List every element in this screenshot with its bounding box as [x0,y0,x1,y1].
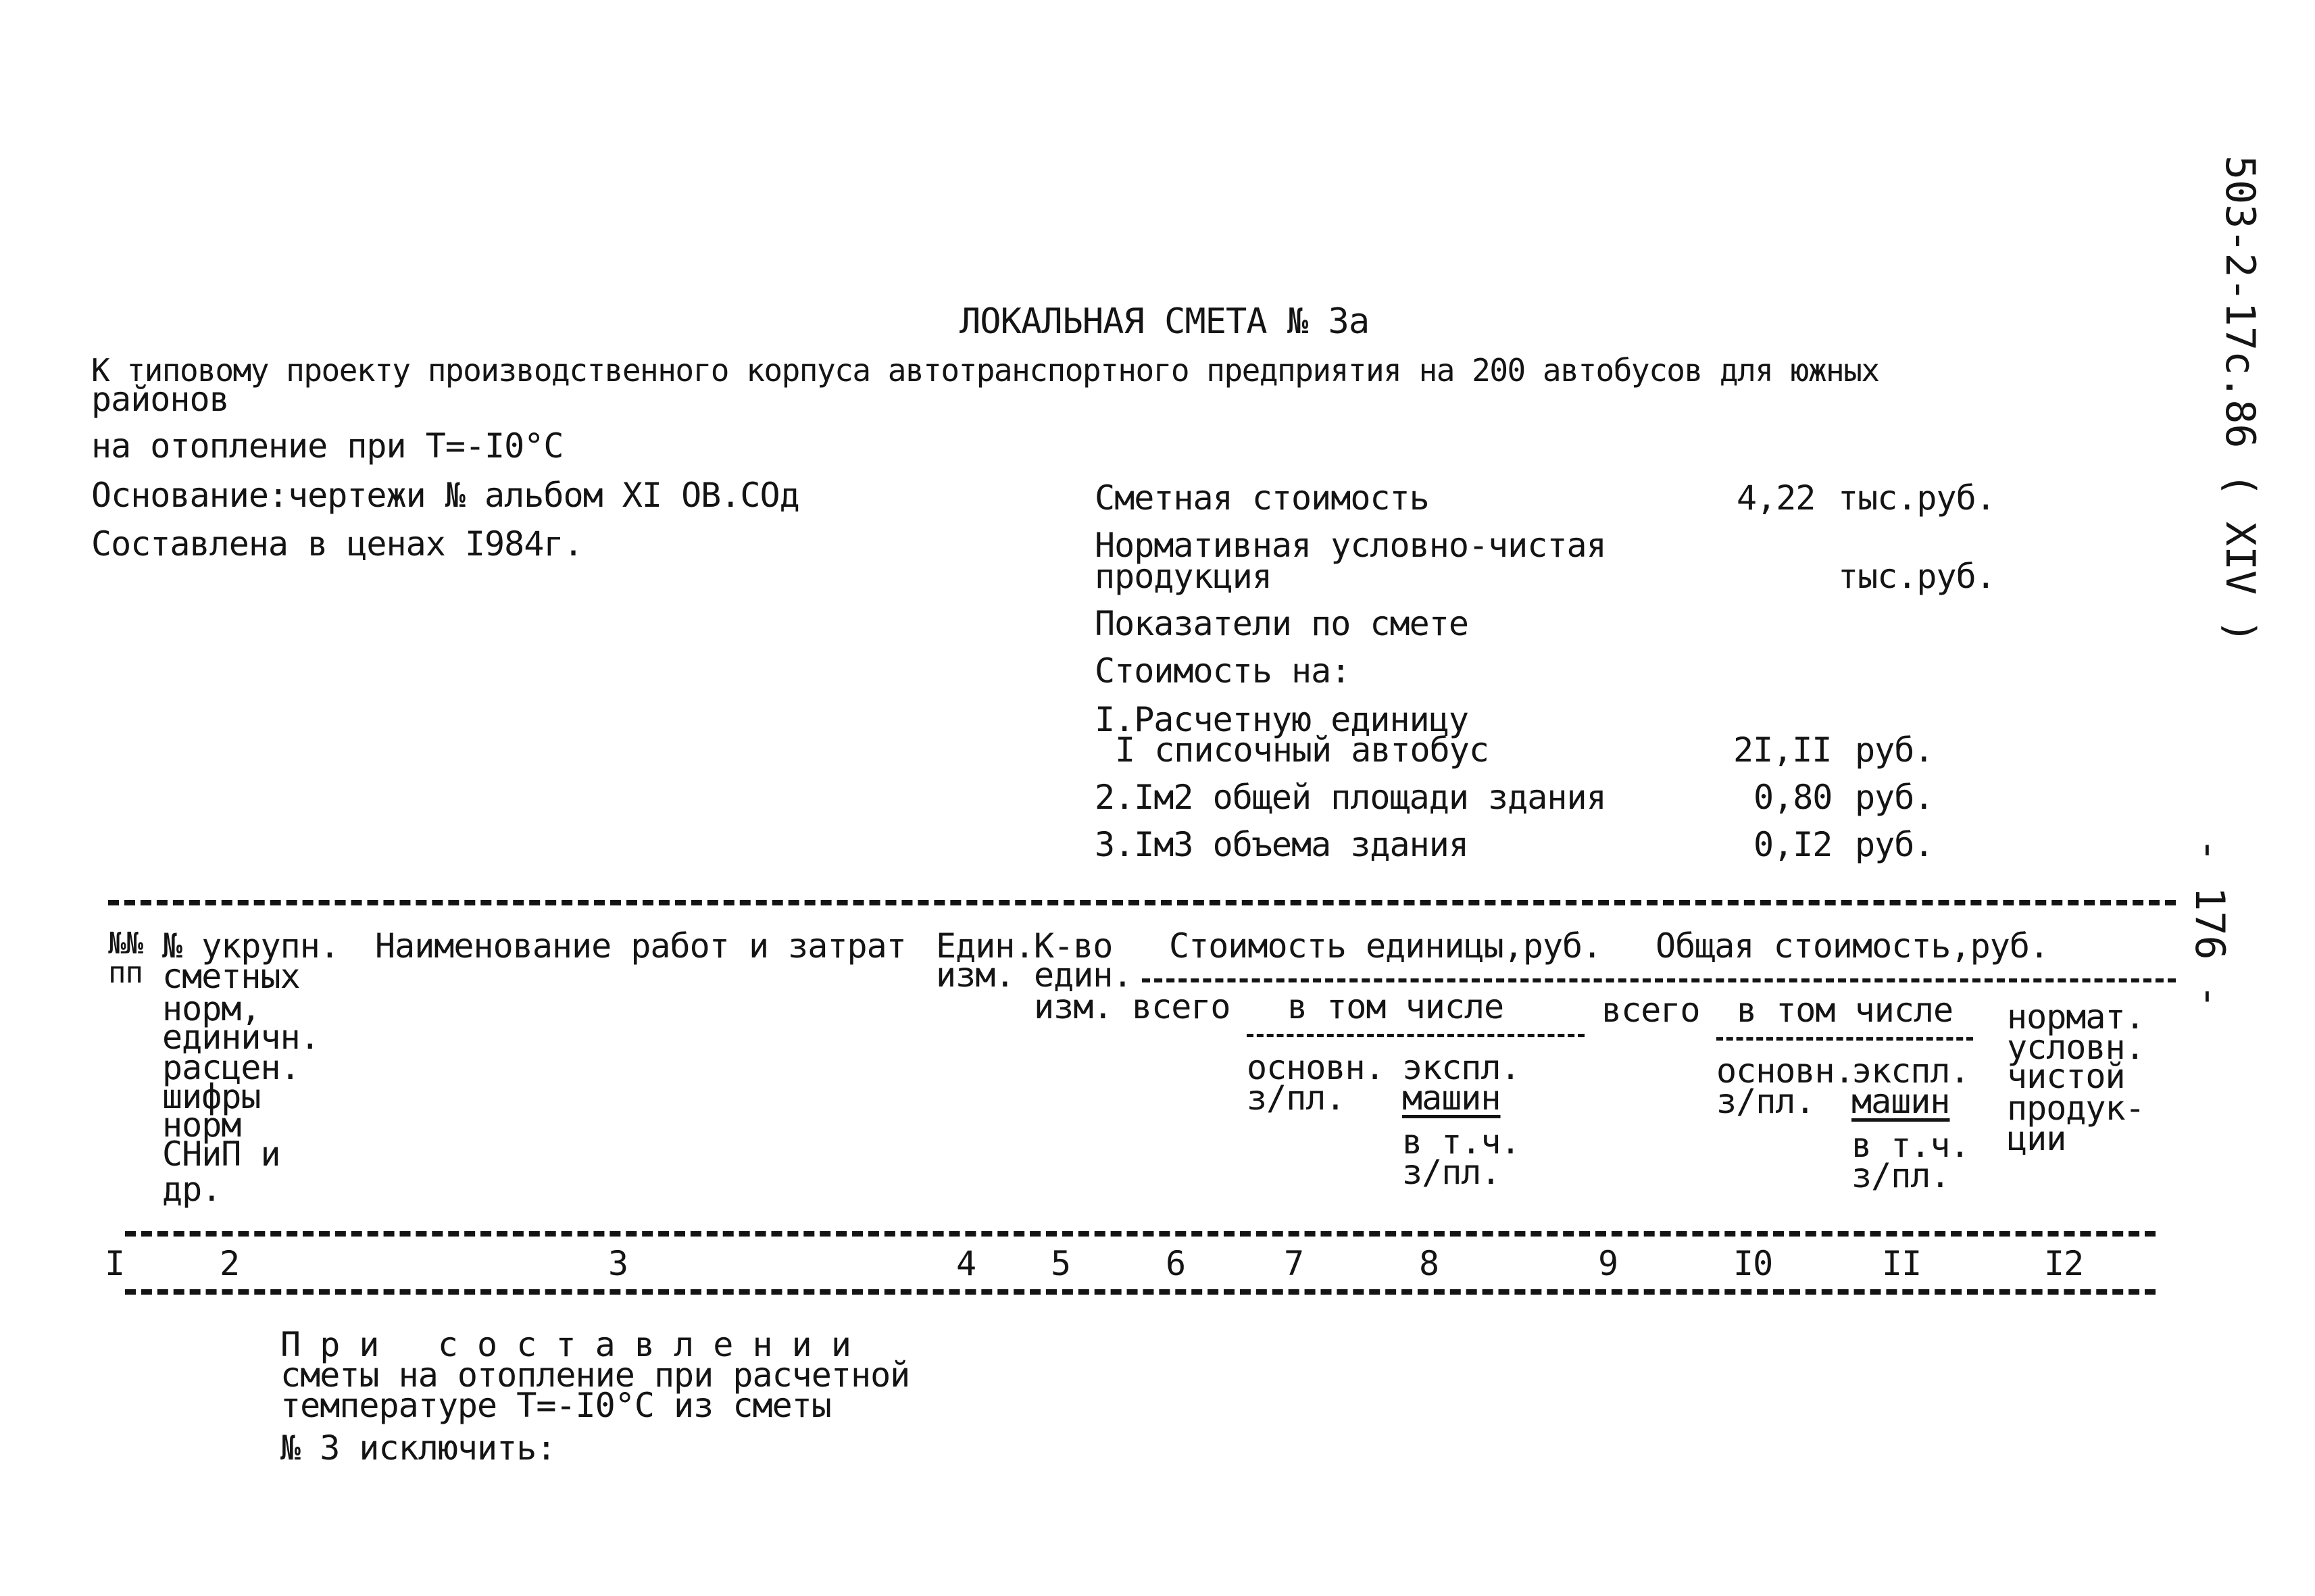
unit-cost-total-header: всего [1132,987,1230,1026]
col-1-header-a: №№ [108,926,143,961]
note-line-3: температуре Т=-I0°С из сметы [280,1386,831,1425]
col-number-7: 7 [1284,1244,1304,1283]
col-2-header-8: др. [162,1170,222,1209]
subtitle-line-2: районов [91,380,229,419]
total-cost-total-header: всего [1601,991,1700,1030]
normative-header-3: продук- [2007,1089,2145,1128]
total-including-rule [1716,1037,1973,1041]
total-machines-b: машин [1851,1082,1950,1121]
unit-incl-pay-b: з/пл. [1402,1153,1501,1192]
estimate-cost-unit: тыс.руб. [1838,478,1995,518]
col-number-5: 5 [1051,1244,1071,1283]
total-incl-pay-a: в т.ч. [1851,1126,1970,1165]
normative-header-4: ции [2007,1119,2066,1158]
estimate-cost-value: 4,22 [1737,478,1816,518]
indicator-1-value: 2I,II [1733,730,1832,770]
col-1-header-b: пп [108,955,143,990]
col-number-6: 6 [1166,1244,1186,1283]
page-number-vertical: - 176 - [2186,838,2233,1009]
col-number-11: II [1882,1244,1922,1283]
unit-cost-group-header: Стоимость единицы,руб. [1169,926,1602,966]
normative-header-0: нормат. [2007,997,2145,1037]
indicator-1-unit: руб. [1855,730,1934,770]
numbers-bottom-rule [125,1289,2156,1295]
unit-including-rule [1247,1034,1585,1037]
indicator-2-unit: руб. [1855,778,1934,817]
indicator-1-line-2: I списочный автобус [1115,730,1489,770]
col-number-1: I [105,1244,125,1283]
col-number-10: I0 [1733,1244,1773,1283]
col-number-8: 8 [1419,1244,1439,1283]
normative-header-1: условн. [2007,1028,2145,1067]
col-2-header-5: шифры [162,1077,261,1116]
col-2-header-1: сметных [162,957,300,996]
note-line-4: № 3 исключить: [280,1428,556,1468]
col-5-header-a: К-во [1034,926,1113,966]
col-2-header-3: единичн. [162,1018,320,1057]
col-2-header-0: № укрупн. [162,926,339,966]
document-title: ЛОКАЛЬНАЯ СМЕТА № 3а [960,301,1370,342]
col-4-header-a: Един. [936,926,1035,966]
total-cost-group-header: Общая стоимость,руб. [1656,926,2049,966]
indicator-1-line-1: I.Расчетную единицу [1095,700,1468,739]
normative-unit: тыс.руб. [1838,557,1995,596]
subtitle-line-1: К типовому проекту производственного корпуса автотранспортного предприятия на 200 автобусов для южных [91,352,1879,389]
normative-header-2: чистой [2007,1057,2125,1096]
normative-label-2: продукция [1095,557,1272,596]
heating-condition: на отопление при Т=-I0°С [91,426,564,466]
unit-incl-pay-a: в т.ч. [1402,1122,1520,1162]
total-main-pay-a: основн. [1716,1051,1854,1091]
indicator-2-value: 0,80 [1753,778,1833,817]
estimate-cost-label: Сметная стоимость [1095,478,1429,518]
unit-main-pay-a: основн. [1247,1048,1385,1087]
indicator-3-value: 0,I2 [1753,825,1833,864]
col-number-12: I2 [2044,1244,2084,1283]
total-incl-pay-b: з/пл. [1851,1156,1950,1195]
group-header-rule [1142,978,2176,982]
basis-line: Основание:чертежи № альбом XI ОВ.СОд [91,476,799,515]
numbers-top-rule [125,1231,2156,1237]
cost-on-label: Стоимость на: [1095,651,1351,691]
col-3-header: Наименование работ и затрат [375,926,906,966]
indicator-3-label: 3.Iм3 объема здания [1095,825,1468,864]
note-line-2: сметы на отопление при расчетной [280,1355,910,1395]
unit-main-pay-b: з/пл. [1247,1078,1345,1118]
document-code-vertical: 503-2-17с.86 ( XIV ) [2216,155,2264,644]
indicator-2-label: 2.Iм2 общей площади здания [1095,778,1606,817]
col-5-header-c: изм. [1034,987,1113,1026]
indicator-3-unit: руб. [1855,825,1934,864]
normative-label-1: Нормативная условно-чистая [1095,526,1606,565]
unit-machines-b: машин [1402,1078,1501,1118]
col-number-4: 4 [956,1244,976,1283]
col-number-9: 9 [1598,1244,1618,1283]
col-2-header-4: расцен. [162,1048,300,1087]
col-number-3: 3 [608,1244,628,1283]
col-2-header-2: норм, [162,989,261,1028]
indicators-label: Показатели по смете [1095,604,1468,643]
prices-line: Составлена в ценах I984г. [91,524,583,564]
total-machines-a: экспл. [1851,1051,1970,1091]
total-cost-including-header: в том числе [1737,991,1953,1030]
col-2-header-7: СНиП и [162,1134,280,1174]
col-2-header-6: норм [162,1105,241,1145]
total-main-pay-b: з/пл. [1716,1082,1815,1121]
col-5-header-b: един. [1034,955,1132,995]
col-number-2: 2 [220,1244,240,1283]
table-top-rule [108,900,2176,905]
unit-cost-including-header: в том числе [1287,987,1504,1026]
note-line-1: П р и с о с т а в л е н и и [280,1325,851,1364]
unit-machines-a: экспл. [1402,1048,1520,1087]
col-4-header-b: изм. [936,955,1015,995]
